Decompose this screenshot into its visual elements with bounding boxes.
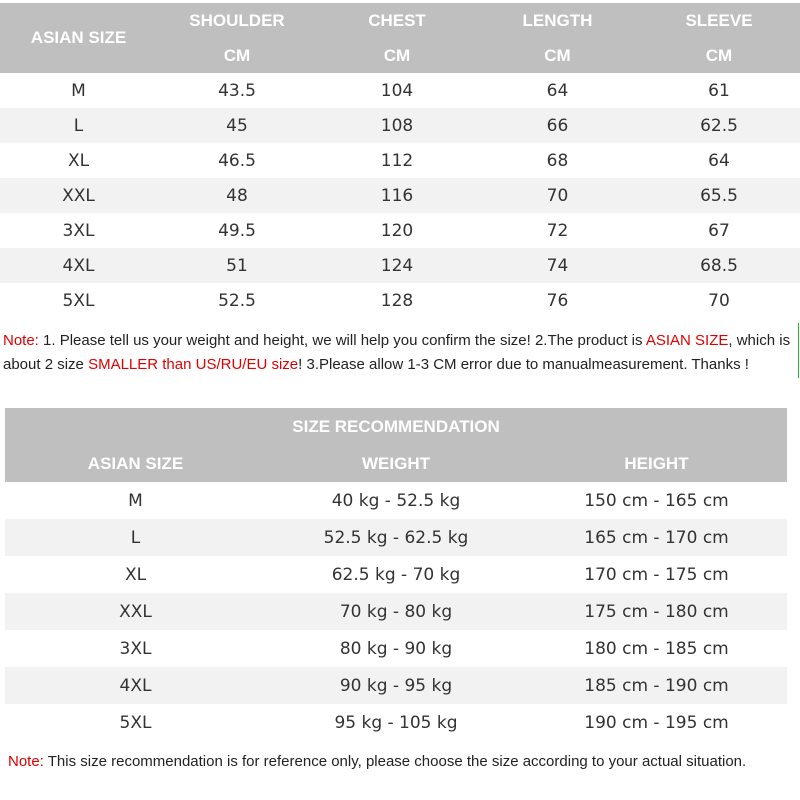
table-cell: XL bbox=[124, 564, 147, 585]
header-unit: CM bbox=[705, 45, 733, 65]
table-cell: 52.5 kg - 62.5 kg bbox=[323, 527, 469, 548]
table-cell: 124 bbox=[380, 255, 414, 276]
table-cell: 170 cm - 175 cm bbox=[584, 564, 729, 585]
table-row bbox=[5, 704, 787, 741]
table-cell: 70 bbox=[708, 290, 730, 311]
table-title: SIZE RECOMMENDATION bbox=[292, 416, 500, 436]
note-text: ! 3.Please allow 1-3 CM error due to manualmeasurement. Thanks ! bbox=[298, 356, 749, 373]
table-cell: 70 kg - 80 kg bbox=[339, 601, 453, 622]
table-cell: 3XL bbox=[119, 638, 152, 659]
table-cell: 67 bbox=[708, 220, 730, 241]
table-cell: 190 cm - 195 cm bbox=[584, 712, 729, 733]
table-row bbox=[5, 556, 787, 593]
table-cell: 4XL bbox=[62, 255, 95, 276]
table-cell: 5XL bbox=[62, 290, 95, 311]
table-cell: 48 bbox=[226, 185, 248, 206]
header-sleeve: SLEEVE bbox=[685, 10, 753, 30]
table-row bbox=[0, 73, 800, 108]
header-height: HEIGHT bbox=[624, 453, 689, 473]
table-cell: 40 kg - 52.5 kg bbox=[331, 490, 461, 511]
table-cell: 61 bbox=[708, 80, 730, 101]
table-cell: 5XL bbox=[119, 712, 152, 733]
table-cell: 62.5 bbox=[700, 115, 738, 136]
table-row bbox=[0, 178, 800, 213]
table-row bbox=[5, 482, 787, 519]
header-weight: WEIGHT bbox=[362, 453, 430, 473]
table-row bbox=[0, 108, 800, 143]
table-cell: 76 bbox=[546, 290, 569, 311]
table-cell: 70 bbox=[546, 185, 569, 206]
note-sizing bbox=[3, 329, 798, 377]
table-cell: 65.5 bbox=[700, 185, 738, 206]
table-cell: 90 kg - 95 kg bbox=[339, 675, 453, 696]
divider bbox=[798, 323, 799, 378]
table-cell: L bbox=[130, 527, 141, 548]
table-cell: 180 cm - 185 cm bbox=[584, 638, 729, 659]
table-cell: 46.5 bbox=[218, 150, 256, 171]
table-cell: 95 kg - 105 kg bbox=[334, 712, 458, 733]
header-asian-size: ASIAN SIZE bbox=[87, 453, 184, 473]
table-row bbox=[5, 630, 787, 667]
table-cell: 128 bbox=[380, 290, 414, 311]
note-highlight: SMALLER than US/RU/EU size bbox=[88, 356, 299, 373]
header-unit: CM bbox=[544, 45, 571, 65]
table-cell: 175 cm - 180 cm bbox=[584, 601, 729, 622]
table-cell: 3XL bbox=[62, 220, 95, 241]
table-row bbox=[0, 143, 800, 178]
table-cell: M bbox=[128, 490, 143, 511]
note-text: , which is about 2 size bbox=[3, 332, 791, 373]
table-cell: 43.5 bbox=[218, 80, 256, 101]
header-unit: CM bbox=[223, 45, 251, 65]
note-text: 1. Please tell us your weight and height, we will help you confirm the size! 2.The product is bbox=[38, 332, 646, 349]
table-cell: XXL bbox=[119, 601, 152, 622]
table-row bbox=[0, 283, 800, 318]
table-cell: 165 cm - 170 cm bbox=[584, 527, 729, 548]
table-cell: 64 bbox=[546, 80, 569, 101]
table-cell: 4XL bbox=[119, 675, 152, 696]
header-chest: CHEST bbox=[368, 10, 426, 30]
table-cell: 185 cm - 190 cm bbox=[584, 675, 729, 696]
table-cell: 72 bbox=[546, 220, 569, 241]
size-recommendation-table bbox=[5, 408, 787, 741]
table-cell: XXL bbox=[62, 185, 95, 206]
table-cell: 52.5 bbox=[218, 290, 256, 311]
table-cell: 51 bbox=[226, 255, 248, 276]
table-cell: XL bbox=[67, 150, 90, 171]
header-shoulder: SHOULDER bbox=[189, 10, 285, 30]
note-highlight: ASIAN SIZE bbox=[645, 332, 729, 349]
table-row bbox=[5, 667, 787, 704]
table-cell: 74 bbox=[546, 255, 569, 276]
table-cell: 108 bbox=[380, 115, 414, 136]
table-cell: 116 bbox=[380, 185, 414, 206]
table-row bbox=[5, 593, 787, 630]
table-cell: M bbox=[71, 80, 86, 101]
table-cell: 104 bbox=[380, 80, 414, 101]
table-cell: 62.5 kg - 70 kg bbox=[331, 564, 461, 585]
measurement-table bbox=[0, 3, 800, 318]
table-cell: 64 bbox=[708, 150, 730, 171]
note-label: Note: bbox=[3, 332, 39, 349]
table-cell: 68.5 bbox=[700, 255, 738, 276]
table-cell: 68 bbox=[546, 150, 569, 171]
table-row bbox=[0, 248, 800, 283]
table-cell: L bbox=[73, 115, 84, 136]
header-asian-size: ASIAN SIZE bbox=[30, 28, 127, 47]
table-row bbox=[5, 519, 787, 556]
table-row bbox=[0, 213, 800, 248]
table-cell: 49.5 bbox=[218, 220, 256, 241]
table-cell: 80 kg - 90 kg bbox=[339, 638, 453, 659]
table-cell: 112 bbox=[380, 150, 414, 171]
table-cell: 66 bbox=[546, 115, 569, 136]
note-text: This size recommendation is for reference only, please choose the size according to your actual situation. bbox=[43, 753, 747, 770]
table-cell: 120 bbox=[380, 220, 414, 241]
note-label: Note: bbox=[8, 753, 44, 770]
note-reference bbox=[8, 750, 793, 774]
table-cell: 150 cm - 165 cm bbox=[584, 490, 729, 511]
header-unit: CM bbox=[383, 45, 411, 65]
header-length: LENGTH bbox=[522, 10, 593, 30]
table-cell: 45 bbox=[226, 115, 248, 136]
